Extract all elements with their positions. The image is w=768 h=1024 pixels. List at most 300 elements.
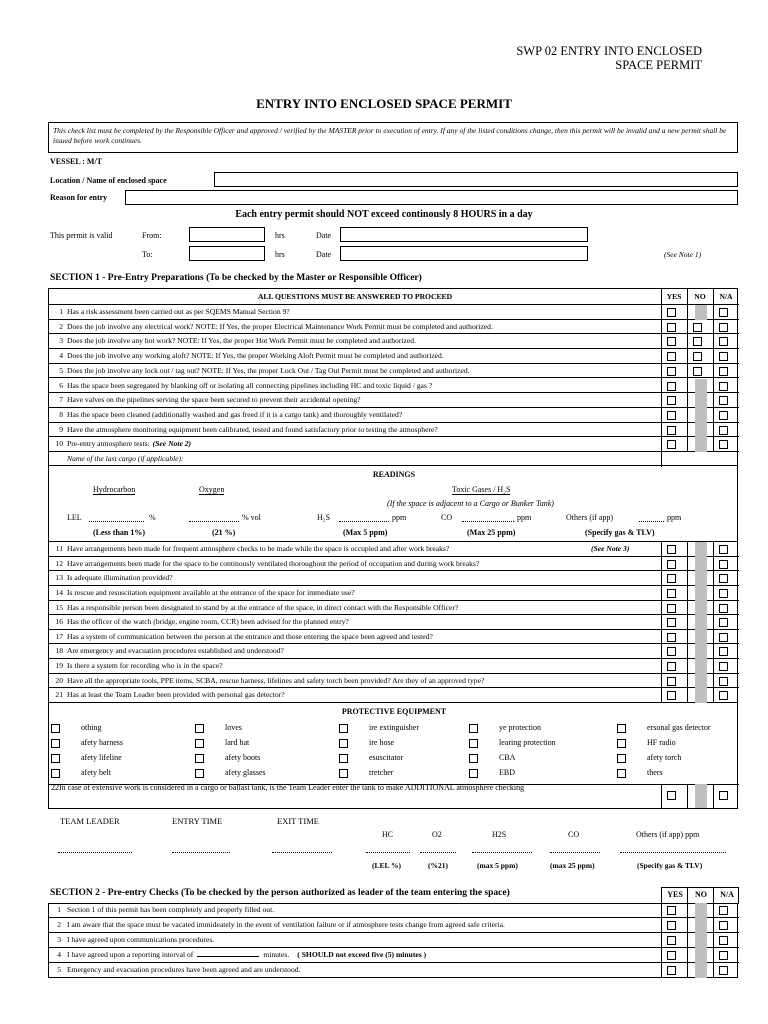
- to-hrs-label: hrs: [275, 250, 285, 259]
- yes-checkbox[interactable]: [667, 936, 676, 945]
- shaded-cell: [695, 933, 707, 948]
- ppe-item-label: othing: [81, 723, 102, 732]
- no-header: NO: [695, 890, 707, 899]
- na-checkbox[interactable]: [719, 906, 728, 915]
- na-checkbox[interactable]: [719, 647, 728, 656]
- item-number: 20: [55, 675, 63, 685]
- co-label: CO: [441, 513, 453, 522]
- team-h2s-limit: (max 5 ppm): [477, 861, 518, 870]
- team-hc-label: HC: [382, 830, 394, 839]
- yes-checkbox[interactable]: [667, 662, 676, 671]
- ppe-checkbox[interactable]: [195, 754, 204, 763]
- readings-title: READINGS: [372, 470, 416, 479]
- item-number: 6: [59, 380, 63, 390]
- ppe-checkbox[interactable]: [339, 769, 348, 778]
- item-text: Has at least the Team Leader been provided with personal gas detector?: [67, 690, 285, 700]
- co-limit: (Max 25 ppm): [467, 528, 516, 537]
- section2-item-5: [49, 963, 739, 978]
- column-divider: [713, 542, 714, 703]
- ppe-checkbox[interactable]: [51, 724, 60, 733]
- team-lel-limit: (LEL %): [372, 861, 401, 870]
- shaded-cell: [695, 644, 707, 659]
- ppe-item-label: EBD: [499, 768, 515, 777]
- column-divider: [687, 542, 688, 703]
- column-divider: [661, 903, 662, 978]
- item-text: Have arrangements been made for the space to be continously ventilated thoroughout the period of occupation and during work breaks?: [67, 558, 480, 568]
- ppe-item-label: ye protection: [499, 723, 541, 732]
- notice-box: This check list must be completed by the Responsible Officer and approved / verified by the MASTER prior to execution of entry. If any of the listed conditions change, then this permit will be invalid and a new permit shall be issued before work continues.: [48, 122, 738, 153]
- item-text: Pre-entry atmosphere tests:: [67, 439, 150, 449]
- item-text: Has the space been cleaned (additionally washed and gas freed if it is a cargo tank) and thoroughly ventilated?: [67, 409, 403, 419]
- na-checkbox[interactable]: [719, 308, 728, 317]
- item-number: 5: [57, 965, 61, 974]
- ppe-checkbox[interactable]: [195, 724, 204, 733]
- na-checkbox[interactable]: [719, 560, 728, 569]
- na-checkbox[interactable]: [719, 382, 728, 391]
- column-divider: [687, 289, 688, 452]
- team-o2-label: O2: [432, 830, 442, 839]
- section1-item-14: [49, 586, 739, 601]
- shaded-cell: [695, 688, 707, 703]
- na-checkbox[interactable]: [719, 691, 728, 700]
- readings-block: [48, 466, 738, 542]
- column-divider: [661, 452, 662, 467]
- lel-field[interactable]: [89, 521, 144, 522]
- shaded-cell: [695, 557, 707, 572]
- yes-header: YES: [666, 292, 682, 301]
- item-text: Is adequate illumination provided?: [67, 573, 173, 583]
- shaded-cell: [695, 903, 707, 918]
- shaded-cell: [695, 659, 707, 674]
- yes-checkbox[interactable]: [667, 618, 676, 627]
- section1-checklist: [48, 288, 738, 466]
- section1-item-18: [49, 644, 739, 659]
- ppe-checkbox[interactable]: [617, 724, 626, 733]
- oxygen-unit: % vol: [242, 513, 261, 522]
- na-checkbox[interactable]: [719, 574, 728, 583]
- yes-checkbox[interactable]: [667, 906, 676, 915]
- item-text: I have agreed upon a reporting interval of: [67, 950, 194, 959]
- ppe-checkbox[interactable]: [339, 739, 348, 748]
- team-leader-label: TEAM LEADER: [60, 816, 120, 826]
- shaded-cell: [695, 393, 707, 408]
- reason-field[interactable]: [125, 190, 738, 205]
- item-number: 11: [55, 544, 63, 553]
- shaded-cell: [695, 423, 707, 438]
- others-label: Others (if app): [566, 513, 614, 522]
- column-divider: [687, 888, 688, 904]
- yes-checkbox[interactable]: [667, 574, 676, 583]
- section1-item-22: [51, 783, 524, 792]
- h2s-unit: ppm: [392, 513, 407, 522]
- ppe-checkbox[interactable]: [195, 739, 204, 748]
- item-number: 1: [59, 307, 63, 316]
- others-limit: (Specify gas & TLV): [585, 528, 655, 537]
- item-number: 13: [55, 573, 63, 583]
- team-co-label: CO: [568, 830, 580, 839]
- shaded-cell: [695, 601, 707, 616]
- yes-checkbox[interactable]: [667, 589, 676, 598]
- section1-item-1: [49, 305, 739, 320]
- section2-item-3: [49, 933, 739, 948]
- na-checkbox[interactable]: [719, 396, 728, 405]
- co-unit: ppm: [517, 513, 532, 522]
- ppe-item-label: lard hat: [225, 738, 250, 747]
- toxic-gases-label: Toxic Gases / H₂S: [452, 485, 511, 494]
- yes-checkbox[interactable]: [667, 323, 676, 332]
- section1-item-11: [49, 542, 739, 557]
- to-time-field[interactable]: [189, 246, 265, 261]
- ppe-checkbox[interactable]: [617, 739, 626, 748]
- ppe-checkbox[interactable]: [51, 754, 60, 763]
- section1-item-15: [49, 601, 739, 616]
- section1-item-21: [49, 688, 739, 703]
- item-number: 3: [57, 935, 61, 944]
- ppe-item-label: ire extinguisher: [369, 723, 419, 732]
- item-number: 4: [59, 351, 63, 361]
- last-cargo-label: Name of the last cargo (if applicable):: [67, 454, 184, 463]
- shaded-cell: [695, 542, 707, 557]
- team-hc-field[interactable]: [366, 852, 410, 853]
- ppe-item-label: afety glasses: [225, 768, 266, 777]
- ppe-checkbox[interactable]: [469, 769, 478, 778]
- ppe-item-label: ire hose: [369, 738, 395, 747]
- item-text: I have agreed upon communications procedures.: [67, 935, 215, 944]
- duration-limit: Each entry permit should NOT exceed continously 8 HOURS in a day: [235, 209, 533, 220]
- item-number: 4: [57, 950, 61, 959]
- column-divider: [661, 784, 662, 808]
- yes-checkbox[interactable]: [667, 604, 676, 613]
- from-label: From:: [142, 231, 162, 240]
- team-h2s-label: H2S: [492, 830, 507, 839]
- section2-item-1: [49, 903, 739, 918]
- na-header: N/A: [720, 890, 734, 899]
- na-checkbox[interactable]: [719, 618, 728, 627]
- na-checkbox[interactable]: [719, 662, 728, 671]
- item-number: 7: [59, 395, 63, 405]
- item-text: Has a risk assessment been carried out as per SQEMS Manual Section 9?: [67, 307, 290, 316]
- oxygen-label: Oxygen: [199, 485, 225, 494]
- ppe-item-label: CBA: [499, 753, 516, 762]
- ppe-item-label: learing protection: [499, 738, 556, 747]
- section2-item-4: [49, 948, 739, 963]
- protective-equipment-block: [48, 703, 738, 809]
- entry-time-field[interactable]: [172, 852, 230, 853]
- yes-checkbox[interactable]: [667, 951, 676, 960]
- item-text: Does the job involve any electrical work? NOTE: If Yes, the proper Electrical Maintenance Work Permit must be completed and authorized.: [67, 321, 493, 331]
- item-text: Have arrangements been made for frequent atmosphere checks to be made while the space is occupied and after work breaks?: [67, 544, 450, 553]
- na-checkbox[interactable]: [719, 604, 728, 613]
- na-checkbox[interactable]: [719, 921, 728, 930]
- item-text: Does the job involve any lock out / tag out? NOTE: If Yes, the proper Lock Out / Tag Out Permit must be completed and authorized.: [67, 365, 470, 375]
- team-co-limit: (max 25 ppm): [550, 861, 595, 870]
- to-date-field[interactable]: [340, 246, 588, 261]
- team-co-field[interactable]: [550, 852, 600, 853]
- team-others-limit: (Specify gas & TLV): [637, 861, 703, 870]
- column-divider: [661, 542, 662, 703]
- shaded-cell: [695, 918, 707, 933]
- shaded-cell: [695, 305, 707, 320]
- na-checkbox[interactable]: [719, 426, 728, 435]
- ppe-checkbox[interactable]: [51, 739, 60, 748]
- na-checkbox[interactable]: [719, 589, 728, 598]
- exit-time-label: EXIT TIME: [277, 816, 319, 826]
- na-checkbox[interactable]: [719, 352, 728, 361]
- yes-checkbox[interactable]: [667, 647, 676, 656]
- item-number: 8: [59, 409, 63, 419]
- shaded-cell: [695, 408, 707, 423]
- item-number: 16: [55, 617, 63, 627]
- yes-checkbox[interactable]: [667, 691, 676, 700]
- section1-header-row: [49, 289, 739, 305]
- section1-item-10: [49, 437, 739, 452]
- item-text: Does the job involve any working aloft? NOTE: If Yes, the proper Working Aloft Permit must be completed and authorized.: [67, 351, 444, 361]
- reason-label: Reason for entry: [50, 193, 108, 202]
- ppe-item-label: esuscitator: [369, 753, 404, 762]
- team-h2s-field[interactable]: [472, 852, 532, 853]
- yes-checkbox[interactable]: [667, 308, 676, 317]
- see-note-1: (See Note 1): [664, 250, 702, 259]
- item-number: 18: [55, 646, 63, 656]
- item-number: 2: [57, 920, 61, 929]
- item-text: Has the officer of the watch (bridge, engine room, CCR) been advised for the planned entry?: [67, 617, 349, 627]
- reporting-interval-field[interactable]: [197, 949, 259, 957]
- item-number: 9: [59, 424, 63, 434]
- section1-item-7: [49, 393, 739, 408]
- team-others-label: Others (if app) ppm: [636, 830, 700, 839]
- na-checkbox[interactable]: [719, 337, 728, 346]
- shaded-cell: [695, 571, 707, 586]
- section1-item-3: [49, 334, 739, 349]
- na-checkbox[interactable]: [719, 323, 728, 332]
- item-text: I am aware that the space must be vacated immideately in the event of ventilation failure or if atmosphere tests change from agreed safe criteria.: [67, 920, 505, 929]
- item-text: Have the atmosphere monitoring equipment been calibrated, tested and found satisfactory prior to testing the atmosphere?: [67, 424, 438, 434]
- ppe-item-label: HF radio: [647, 738, 676, 747]
- shaded-cell: [695, 784, 707, 808]
- item-text: Has a responsible person been designated to stand by at the entrance of the space, in direct contact with the Responsible Officer?: [67, 602, 459, 612]
- yes-header: YES: [667, 890, 683, 899]
- co-field[interactable]: [462, 521, 514, 522]
- location-field[interactable]: [214, 172, 738, 187]
- yes-checkbox[interactable]: [667, 367, 676, 376]
- yes-checkbox[interactable]: [667, 966, 676, 975]
- oxygen-limit: (21 %): [212, 528, 236, 537]
- ppe-item-label: thers: [647, 768, 663, 777]
- h2s-field[interactable]: [339, 521, 389, 522]
- column-divider: [713, 289, 714, 452]
- no-checkbox[interactable]: [693, 337, 702, 346]
- exit-time-field[interactable]: [272, 852, 332, 853]
- item-number: 15: [55, 602, 63, 612]
- ppe-item-label: tretcher: [369, 768, 394, 777]
- item-text: Have all the appropriate tools, PPE items, SCBA, rescue harness, lifelines and safety torch been provided? Are they of an approved type?: [67, 675, 485, 685]
- na-checkbox[interactable]: [719, 966, 728, 975]
- team-leader-field[interactable]: [58, 852, 132, 853]
- toxic-note: (If the space is adjacent to a Cargo or Bunker Tank): [387, 499, 554, 508]
- ppe-item-label: afety lifeline: [81, 753, 122, 762]
- item-number: 19: [55, 661, 63, 671]
- ppe-item-label: afety boots: [225, 753, 261, 762]
- item-text: Has the space been segregated by blanking off or isolating all connecting pipelines including HC and toxic liquid / gas ?: [67, 380, 433, 390]
- ppe-checkbox[interactable]: [195, 769, 204, 778]
- na-checkbox[interactable]: [719, 951, 728, 960]
- section1-item-9: [49, 423, 739, 438]
- item-number: 5: [59, 365, 63, 375]
- section1-item-20: [49, 674, 739, 689]
- shaded-cell: [695, 674, 707, 689]
- item-text: Does the job involve any hot work? NOTE: If Yes, the proper Hot Work Permit must be completed and authorized.: [67, 336, 416, 346]
- ppe-checkbox[interactable]: [469, 724, 478, 733]
- yes-checkbox[interactable]: [667, 440, 676, 449]
- item-text: Section 1 of this permit has been completely and properly filled out.: [67, 905, 275, 914]
- ppe-checkbox[interactable]: [339, 754, 348, 763]
- item-number: 22: [51, 783, 59, 792]
- shaded-cell: [695, 379, 707, 394]
- section1-header-text: ALL QUESTIONS MUST BE ANSWERED TO PROCEED: [257, 292, 453, 301]
- see-note-3: (See Note 3): [591, 544, 630, 553]
- column-divider: [687, 903, 688, 978]
- yes-checkbox[interactable]: [667, 352, 676, 361]
- to-label: To:: [142, 250, 153, 259]
- item-number: 2: [59, 321, 63, 331]
- shaded-cell: [695, 586, 707, 601]
- yes-checkbox[interactable]: [667, 426, 676, 435]
- ppe-checkbox[interactable]: [617, 754, 626, 763]
- h2s-label: H₂S: [317, 513, 331, 522]
- team-others-field[interactable]: [620, 852, 726, 853]
- na-checkbox[interactable]: [719, 411, 728, 420]
- ppe-checkbox[interactable]: [51, 769, 60, 778]
- section1-item-5: [49, 364, 739, 379]
- ppe-item-label: loves: [225, 723, 242, 732]
- section2-item-2: [49, 918, 739, 933]
- ppe-item-label: afety torch: [647, 753, 682, 762]
- lel-unit: %: [149, 513, 156, 522]
- item-text: Has a system of communication between the person at the entrance and those entering the space been agreed and tested?: [67, 631, 433, 641]
- item-text: Emergency and evacuation procedures have been agreed and are understood.: [67, 965, 301, 974]
- shaded-cell: [695, 437, 707, 452]
- yes-checkbox[interactable]: [667, 560, 676, 569]
- others-field[interactable]: [639, 521, 664, 522]
- from-date-label: Date: [316, 231, 332, 240]
- hydrocarbon-label: Hydrocarbon: [93, 485, 136, 494]
- document-reference: [516, 44, 702, 72]
- na-checkbox[interactable]: [719, 677, 728, 686]
- ppe-checkbox[interactable]: [469, 754, 478, 763]
- section1-item-12: [49, 557, 739, 572]
- shaded-cell: [695, 615, 707, 630]
- na-checkbox[interactable]: [719, 440, 728, 449]
- ppe-checkbox[interactable]: [617, 769, 626, 778]
- yes-checkbox[interactable]: [667, 791, 676, 800]
- shaded-cell: [695, 630, 707, 645]
- page-title: ENTRY INTO ENCLOSED SPACE PERMIT: [256, 96, 512, 111]
- na-checkbox[interactable]: [719, 633, 728, 642]
- section1-title: SECTION 1 - Pre-Entry Preparations (To be checked by the Master or Responsible Officer): [50, 273, 422, 283]
- section1-item-17: [49, 630, 739, 645]
- team-o2-limit: (%21): [428, 861, 448, 870]
- from-hrs-label: hrs: [275, 231, 285, 240]
- na-checkbox[interactable]: [719, 791, 728, 800]
- item-text: Have valves on the pipelines serving the space been secured to prevent their accidental opening?: [67, 395, 361, 405]
- section2-header: [661, 887, 739, 903]
- no-checkbox[interactable]: [693, 323, 702, 332]
- ppe-item-label: ersonal gas detector: [647, 723, 711, 732]
- item-number: 17: [55, 631, 63, 641]
- ppe-checkbox[interactable]: [339, 724, 348, 733]
- no-checkbox[interactable]: [693, 367, 702, 376]
- from-date-field[interactable]: [340, 227, 588, 242]
- item-number: 21: [55, 690, 63, 700]
- from-time-field[interactable]: [189, 227, 265, 242]
- see-note-2: (See Note 2): [152, 439, 192, 449]
- lel-limit: (Less than 1%): [93, 528, 146, 537]
- section1-item-13: [49, 571, 739, 586]
- no-header: NO: [694, 292, 706, 301]
- item-text: Is rescue and resuscitation equipment available at the entrance of the space for immediate use?: [67, 587, 355, 597]
- column-divider: [661, 289, 662, 452]
- column-divider: [713, 903, 714, 978]
- others-unit: ppm: [667, 513, 682, 522]
- item-number: 3: [59, 336, 63, 346]
- yes-checkbox[interactable]: [667, 633, 676, 642]
- shaded-cell: [695, 963, 707, 978]
- item-text: In case of extensive work is considered in a cargo or ballast tank, is the Team Leader enter the tank to make ADDITIONAL atmosphere checking: [59, 783, 525, 792]
- section1-item-4: [49, 349, 739, 364]
- location-label: Location / Name of enclosed space: [50, 176, 167, 185]
- ppe-title: PROTECTIVE EQUIPMENT: [341, 707, 447, 716]
- yes-checkbox[interactable]: [667, 545, 676, 554]
- reference-line-1: SWP 02 ENTRY INTO ENCLOSED: [516, 44, 702, 58]
- minutes-label: minutes.: [263, 950, 290, 959]
- na-header: N/A: [719, 292, 733, 301]
- no-checkbox[interactable]: [693, 352, 702, 361]
- shaded-cell: [695, 948, 707, 963]
- item-text: Are emergency and evacuation procedures established and understood?: [67, 646, 284, 656]
- reference-line-2: SPACE PERMIT: [615, 58, 702, 72]
- interval-limit: ( SHOULD not exceed five (5) minutes ): [297, 950, 427, 959]
- ppe-item-label: afety belt: [81, 768, 111, 777]
- column-divider: [713, 888, 714, 904]
- lel-label: LEL: [67, 513, 82, 522]
- yes-checkbox[interactable]: [667, 382, 676, 391]
- team-o2-field[interactable]: [420, 852, 456, 853]
- na-checkbox[interactable]: [719, 545, 728, 554]
- yes-checkbox[interactable]: [667, 337, 676, 346]
- item-number: 12: [55, 558, 63, 568]
- h2s-limit: (Max 5 ppm): [343, 528, 388, 537]
- yes-checkbox[interactable]: [667, 921, 676, 930]
- section1-checklist-continued: [48, 542, 738, 703]
- vessel-label: VESSEL : M/T: [50, 157, 103, 166]
- section1-item-6: [49, 379, 739, 394]
- yes-checkbox[interactable]: [667, 677, 676, 686]
- ppe-checkbox[interactable]: [469, 739, 478, 748]
- yes-checkbox[interactable]: [667, 396, 676, 405]
- section1-item-16: [49, 615, 739, 630]
- to-date-label: Date: [316, 250, 332, 259]
- yes-checkbox[interactable]: [667, 411, 676, 420]
- ppe-item-label: afety harness: [81, 738, 123, 747]
- column-divider: [687, 784, 688, 808]
- section2-title: SECTION 2 - Pre-entry Checks (To be checked by the person authorized as leader of the team entering the space): [50, 888, 510, 898]
- last-cargo-row: [49, 452, 739, 467]
- section1-item-2: [49, 320, 739, 335]
- oxygen-field[interactable]: [189, 521, 239, 522]
- na-checkbox[interactable]: [719, 367, 728, 376]
- na-checkbox[interactable]: [719, 936, 728, 945]
- item-number: 1: [57, 905, 61, 914]
